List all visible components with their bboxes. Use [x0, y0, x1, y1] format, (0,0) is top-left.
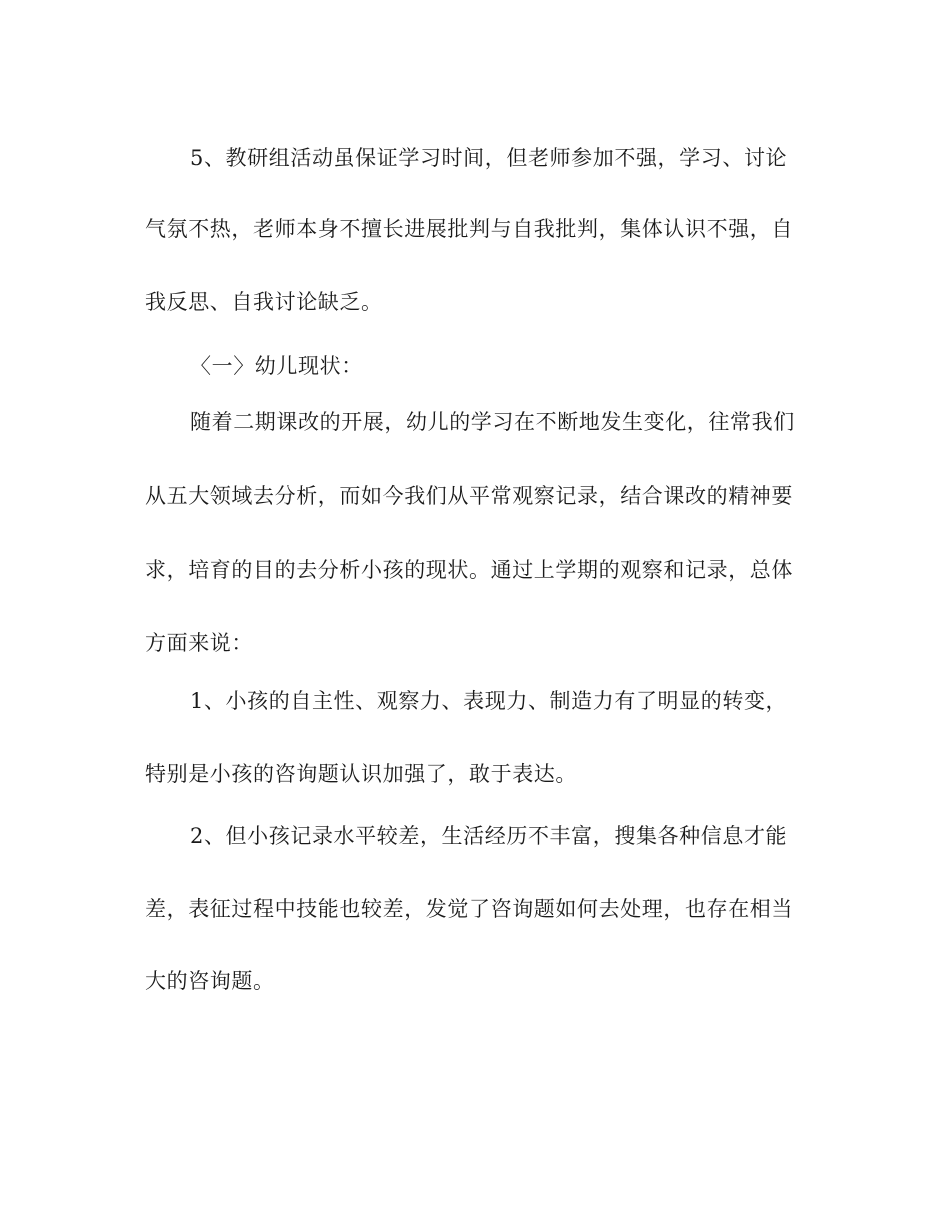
paragraph-line: 方面来说：	[145, 631, 253, 655]
paragraph-line: 我反思、自我讨论缺乏。	[145, 290, 383, 314]
list-item-line: 差，表征过程中技能也较差，发觉了咨询题如何去处理，也存在相当	[145, 897, 793, 921]
paragraph-line: 5、教研组活动虽保证学习时间，但老师参加不强，学习、讨论	[190, 146, 788, 170]
paragraph-line: 求，培育的目的去分析小孩的现状。通过上学期的观察和记录，总体	[145, 558, 793, 582]
paragraph-line: 随着二期课改的开展，幼儿的学习在不断地发生变化，往常我们	[190, 410, 795, 434]
list-item-line: 1、小孩的自主性、观察力、表现力、制造力有了明显的转变，	[190, 689, 788, 713]
paragraph-line: 气氛不热，老师本身不擅长进展批判与自我批判，集体认识不强，自	[145, 217, 793, 241]
list-item-line: 特别是小孩的咨询题认识加强了，敢于表达。	[145, 762, 577, 786]
list-item-line: 大的咨询题。	[145, 969, 275, 993]
list-item-line: 2、但小孩记录水平较差，生活经历不丰富，搜集各种信息才能	[190, 824, 788, 848]
paragraph-line: 从五大领域去分析，而如今我们从平常观察记录，结合课改的精神要	[145, 484, 793, 508]
section-heading: 〈一〉幼儿现状：	[190, 354, 363, 378]
